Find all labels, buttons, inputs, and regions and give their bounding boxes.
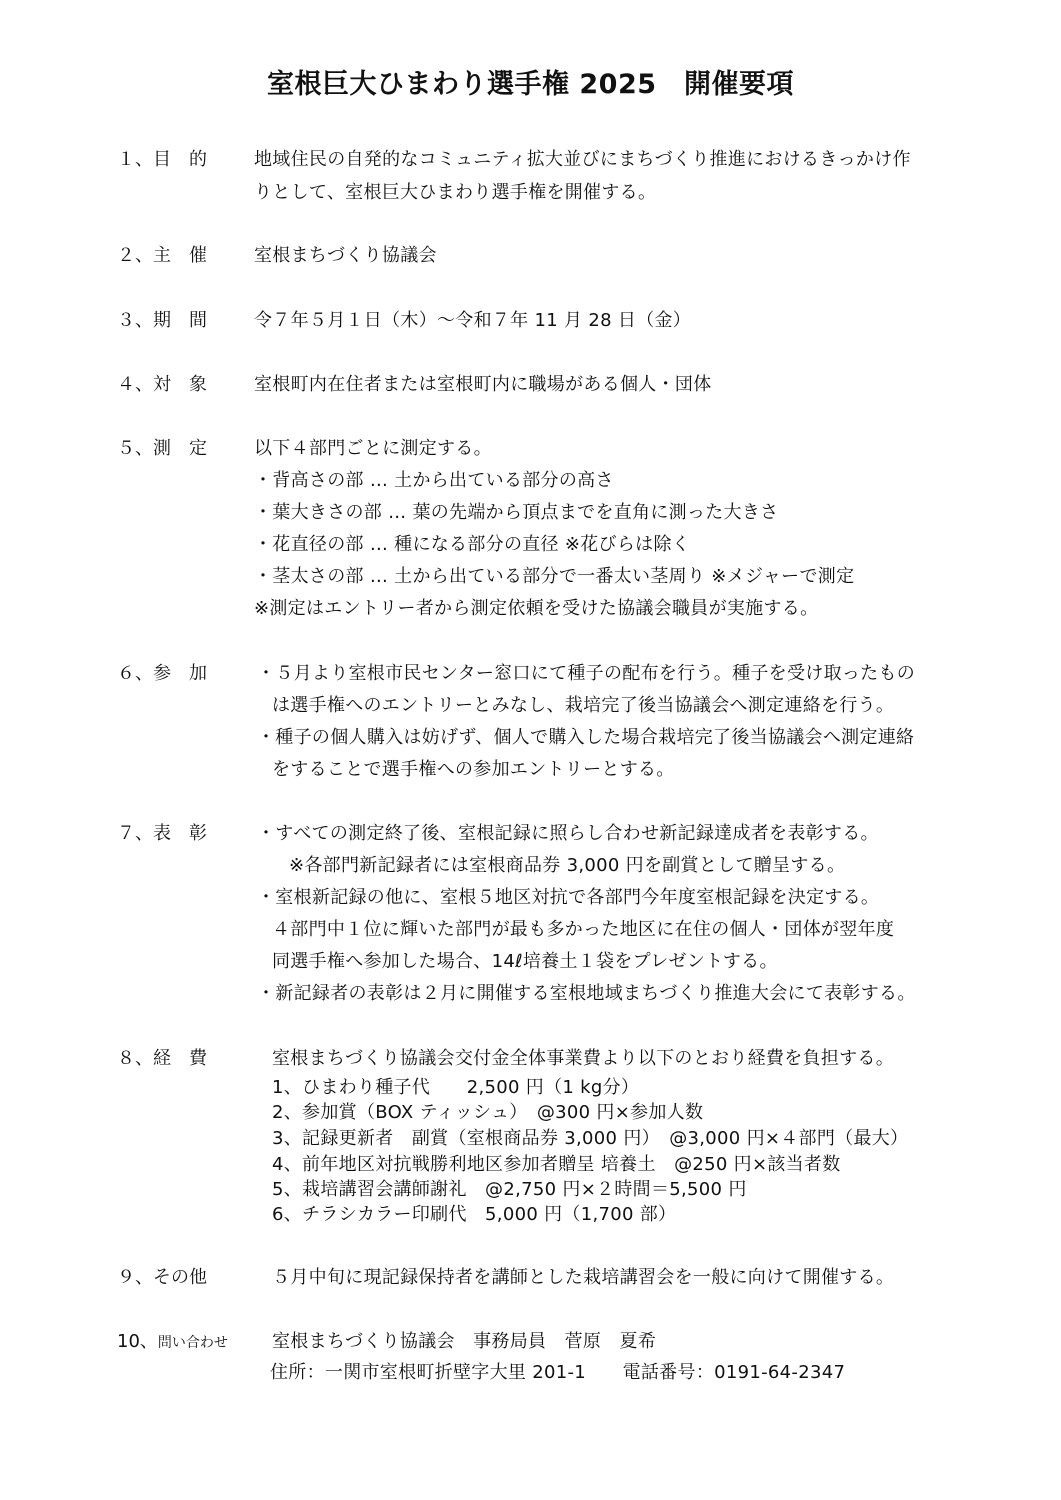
section-6-line-2: は選手権へのエントリーとみなし、栽培完了後当協議会へ測定連絡を行う。 (272, 695, 895, 716)
section-5-line-2: ・背高さの部 … 土から出ている部分の高さ (254, 470, 614, 491)
section-3-line-1: 令７年５月１日（木）～令和７年 11 月 28 日（金） (254, 310, 692, 331)
section-1-line-2: りとして、室根巨大ひまわり選手権を開催する。 (254, 182, 657, 203)
section-6-label: ６、参 加 (117, 663, 207, 684)
section-7-line-3: ・室根新記録の他に、室根５地区対抗で各部門今年度室根記録を決定する。 (257, 887, 880, 908)
section-8-line-6: 5、栽培講習会講師謝礼 @2,750 円×２時間＝5,500 円 (272, 1179, 747, 1200)
section-3-label: ３、期 間 (117, 310, 207, 331)
section-4-label: ４、対 象 (117, 374, 207, 395)
section-9-label: ９、その他 (117, 1267, 207, 1288)
section-7-label: ７、表 彰 (117, 823, 207, 844)
section-8-line-3: 2、参加賞（BOX ティッシュ） @300 円×参加人数 (272, 1102, 704, 1123)
section-7-line-2: ※各部門新記録者には室根商品券 3,000 円を副賞として贈呈する。 (289, 855, 846, 876)
section-7-line-5: 同選手権へ参加した場合、14ℓ培養土１袋をプレゼントする。 (272, 951, 778, 972)
section-5-line-4: ・花直径の部 … 種になる部分の直径 ※花びらは除く (254, 534, 691, 555)
section-5-line-6: ※測定はエントリー者から測定依頼を受けた協議会職員が実施する。 (254, 598, 819, 619)
section-6-line-1: ・５月より室根市民センター窓口にて種子の配布を行う。種子を受け取ったもの (257, 663, 916, 684)
section-5-line-3: ・葉大きさの部 … 葉の先端から頂点までを直角に測った大きさ (254, 502, 779, 523)
section-2-label: ２、主 催 (117, 245, 207, 266)
section-8-line-1: 室根まちづくり協議会交付金全体事業費より以下のとおり経費を負担する。 (272, 1048, 895, 1069)
page-title: 室根巨大ひまわり選手権 2025 開催要項 (266, 69, 795, 100)
section-5-line-1: 以下４部門ごとに測定する。 (254, 438, 492, 459)
section-5-label: ５、測 定 (117, 438, 207, 459)
section-7-line-6: ・新記録者の表彰は２月に開催する室根地域まちづくり推進大会にて表彰する。 (257, 983, 916, 1004)
section-6-line-4: をすることで選手権への参加エントリーとする。 (272, 759, 675, 780)
section-8-line-5: 4、前年地区対抗戦勝利地区参加者贈呈 培養土 @250 円×該当者数 (272, 1154, 841, 1175)
section-9-line-1: ５月中旬に現記録保持者を講師とした栽培講習会を一般に向けて開催する。 (272, 1267, 895, 1288)
section-1-line-1: 地域住民の自発的なコミュニティ拡大並びにまちづくり推進におけるきっかけ作 (254, 149, 911, 170)
section-7-line-4: ４部門中１位に輝いた部門が最も多かった地区に在住の個人・団体が翌年度 (272, 919, 895, 940)
section-7-line-1: ・すべての測定終了後、室根記録に照らし合わせ新記録達成者を表彰する。 (257, 823, 879, 844)
section-5-line-5: ・茎太さの部 … 土から出ている部分で一番太い茎周り ※メジャーで測定 (254, 566, 855, 587)
section-10-label-text: 問い合わせ (157, 1335, 228, 1351)
section-10-label (117, 1327, 228, 1353)
section-8-line-2: 1、ひまわり種子代 2,500 円（1 kg分） (272, 1077, 640, 1098)
section-2-line-1: 室根まちづくり協議会 (254, 245, 437, 266)
contact-address-phone: 住所：一関市室根町折壁字大里 201-1 電話番号：0191-64-2347 (270, 1362, 846, 1383)
section-8-line-4: 3、記録更新者 副賞（室根商品券 3,000 円） @3,000 円×４部門（最大） (272, 1128, 909, 1149)
section-8-label: ８、経 費 (117, 1048, 207, 1069)
section-1-label: １、目 的 (117, 149, 207, 170)
contact-name: 室根まちづくり協議会 事務局員 菅原 夏希 (272, 1331, 657, 1352)
section-8-line-7: 6、チラシカラー印刷代 5,000 円（1,700 部） (272, 1204, 677, 1225)
section-10-label-number: 10、 (117, 1331, 158, 1352)
section-6-line-3: ・種子の個人購入は妨げず、個人で購入した場合栽培完了後当協議会へ測定連絡 (257, 727, 915, 748)
section-4-line-1: 室根町内在住者または室根町内に職場がある個人・団体 (254, 374, 712, 395)
